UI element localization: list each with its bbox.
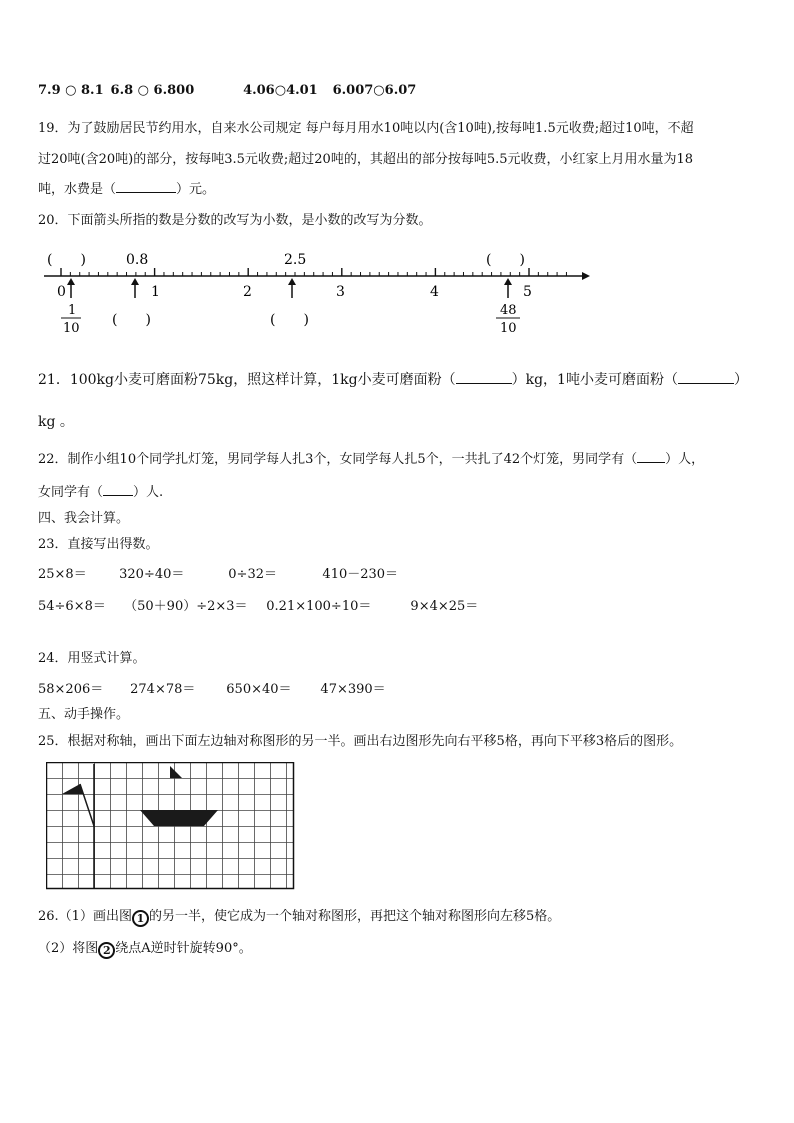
answer-blank[interactable] (116, 192, 176, 193)
q19-text: ）元。 (176, 182, 216, 197)
calc-item: 410－230＝ (322, 567, 399, 582)
q23-row-2 (38, 595, 478, 614)
up-arrow (288, 278, 296, 298)
q21-question (38, 369, 748, 389)
answer-blank[interactable] (456, 383, 512, 384)
q25-question: 25．根据对称轴，画出下面左边轴对称图形的另一半。画出右边图形先向右平移5格，再向下平移3格后的图形。 (38, 734, 683, 749)
comparison-item: 4.06○4.01 (243, 83, 318, 98)
section-heading: 四、我会计算。 (38, 511, 130, 526)
calc-item: 25×8＝ (38, 567, 87, 582)
q22-text: 女同学有（ (38, 485, 104, 500)
axis-number: 2 (243, 284, 252, 300)
calc-item: 0.21×100÷10＝ (266, 599, 372, 614)
answer-blank[interactable] (678, 383, 734, 384)
comparison-item: 6.8 ○ 6.800 (110, 83, 195, 98)
top-label-value: 2.5 (284, 252, 307, 268)
figure-2-marker: 2 (98, 942, 115, 959)
axis-number: 1 (151, 284, 160, 300)
q21-unit: kg 。 (38, 414, 74, 430)
figure-1-marker: 1 (132, 910, 149, 927)
q26-text: 26.（1）画出图 (38, 909, 132, 924)
top-label-value: 0.8 (126, 252, 149, 268)
q26-text: 绕点A逆时针旋转90°。 (115, 941, 252, 956)
axis-arrowhead (582, 272, 590, 280)
fraction-denominator: 10 (63, 321, 80, 336)
answer-blank[interactable] (103, 495, 133, 496)
calc-item: 9×4×25＝ (410, 599, 479, 614)
q26-part-2 (38, 937, 252, 959)
axis-number: 4 (430, 284, 439, 300)
calc-item: 274×78＝ (130, 682, 196, 697)
fraction-numerator: 1 (68, 303, 77, 318)
calc-item: 47×390＝ (320, 682, 386, 697)
q22-line-2 (38, 481, 163, 500)
q21-text: ） (733, 372, 748, 388)
comparison-item: 7.9 ○ 8.1 (38, 83, 104, 98)
answer-blank[interactable]: ( ) (270, 312, 309, 328)
q20-question: 20．下面箭头所指的数是分数的改写为小数，是小数的改写为分数。 (38, 213, 432, 228)
axis-number: 3 (336, 284, 345, 300)
up-arrow (504, 278, 512, 298)
q23-title: 23．直接写出得数。 (38, 537, 159, 552)
q26-text: （2）将图 (38, 941, 99, 956)
q24-title: 24．用竖式计算。 (38, 651, 146, 666)
calc-item: 58×206＝ (38, 682, 104, 697)
top-label-blank[interactable]: ( ) (486, 252, 525, 268)
q19-line-2: 过20吨(含20吨)的部分，按每吨3.5元收费;超过20吨的，其超出的部分按每吨5.5元收费，小红家上月用水量为18 (38, 152, 694, 167)
q21-text: 21．100kg小麦可磨面粉75kg，照这样计算，1kg小麦可磨面粉（ (38, 372, 456, 388)
axis-number: 5 (523, 284, 532, 300)
q21-text: ）kg，1吨小麦可磨面粉（ (511, 372, 678, 388)
answer-blank[interactable]: ( ) (112, 312, 151, 328)
answer-blank[interactable] (637, 462, 665, 463)
up-arrow (131, 278, 139, 298)
fraction-numerator: 48 (500, 303, 517, 318)
calc-item: 650×40＝ (226, 682, 292, 697)
q22-line-1 (38, 448, 704, 467)
comparison-item: 6.007○6.07 (332, 83, 417, 98)
calc-item: 320÷40＝ (119, 567, 185, 582)
q19-line-3 (38, 178, 215, 197)
axis-number: 0 (57, 284, 66, 300)
q24-row (38, 678, 386, 697)
q22-text: ）人. (133, 485, 164, 500)
calc-item: 0÷32＝ (228, 567, 277, 582)
q26-text: 的另一半，使它成为一个轴对称图形，再把这个轴对称图形向左移5格。 (148, 909, 561, 924)
q22-text: 22．制作小组10个同学扎灯笼，男同学每人扎3个，女同学每人扎5个，一共扎了42个灯笼，男同学有（ (38, 452, 638, 467)
calc-item: 54÷6×8＝ (38, 599, 106, 614)
axis-ticks (61, 268, 566, 276)
q22-text: ）人， (665, 452, 705, 467)
small-triangle-shape (170, 766, 182, 778)
up-arrow (67, 278, 75, 298)
number-line-figure (30, 244, 590, 344)
drawing-grid-figure[interactable] (46, 762, 296, 890)
q23-row-1 (38, 563, 398, 582)
fraction-denominator: 10 (500, 321, 517, 336)
q19-text: 吨，水费是（ (38, 182, 117, 197)
comparison-row (38, 83, 416, 98)
q19-line-1: 19．为了鼓励居民节约用水，自来水公司规定 每户每月用水10吨以内(含10吨),按每吨1.5元收费;超过10吨，不超 (38, 121, 694, 136)
calc-item: （50＋90）÷2×3＝ (124, 599, 248, 614)
top-label-blank[interactable]: ( ) (47, 252, 86, 268)
shape-edge-line (80, 784, 94, 826)
section-heading: 五、动手操作。 (38, 707, 130, 722)
q26-part-1 (38, 905, 560, 927)
